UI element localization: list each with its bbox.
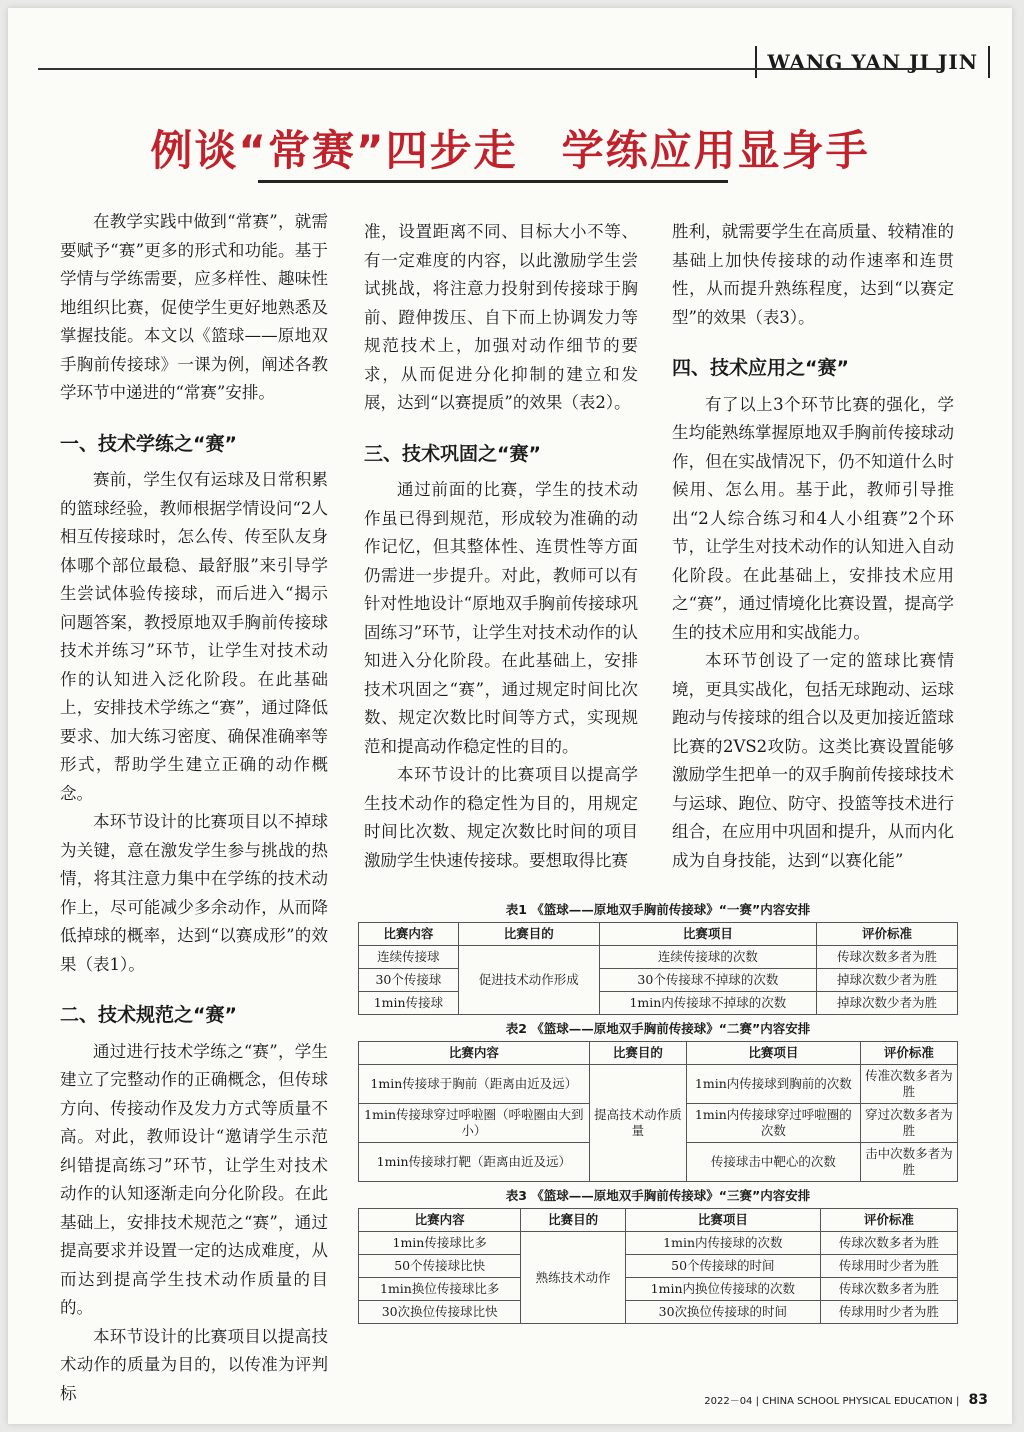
- table-2: [358, 1041, 958, 1182]
- table-cell: 30次换位传接球的时间: [625, 1301, 820, 1324]
- paragraph: 本环节创设了一定的篮球比赛情境，更具实战化，包括无球跑动、运球跑动与传接球的组合以及更加接近篮球比赛的2VS2攻防。这类比赛设置能够激励学生把单一的双手胸前传接球技术与运球、跑位、防守、投篮等技术进行组合，在应用中巩固和提升，从而内化成为自身技能，达到“以赛化能”: [672, 651, 954, 870]
- table-cell: 1min内传接球不掉球的次数: [599, 992, 816, 1015]
- table-cell: 连续传接球: [359, 946, 459, 969]
- table-cell: 1min传接球比多: [359, 1232, 521, 1255]
- table-cell: 传球次数多者为胜: [817, 946, 958, 969]
- table-cell: 传球用时少者为胜: [820, 1301, 957, 1324]
- table-cell-purpose: 促进技术动作形成: [458, 946, 599, 1015]
- page-number: 83: [968, 1392, 988, 1408]
- table-cell: 掉球次数少者为胜: [817, 969, 958, 992]
- table-header: 比赛目的: [589, 1042, 686, 1065]
- table-header: 比赛目的: [458, 923, 599, 946]
- table-header: 比赛内容: [359, 1209, 521, 1232]
- table-cell: 传准次数多者为胜: [860, 1065, 957, 1104]
- journal-page: [8, 8, 1012, 1424]
- table-cell: 穿过次数多者为胜: [860, 1104, 957, 1143]
- paragraph: 胜利，就需要学生在高质量、较精准的基础上加快传接球的动作速率和连贯性，从而提升熟练程度，达到“以赛定型”的效果（表3）。: [672, 222, 954, 327]
- table-cell: 30个传接球不掉球的次数: [599, 969, 816, 992]
- section-heading-1: 一、技术学练之“赛”: [60, 432, 237, 455]
- table-cell: 1min内换位传接球的次数: [625, 1278, 820, 1301]
- table-cell: 1min传接球打靶（距离由近及远）: [359, 1143, 590, 1182]
- table-cell: 掉球次数少者为胜: [817, 992, 958, 1015]
- table-3: [358, 1208, 958, 1324]
- table-header: 比赛内容: [359, 1042, 590, 1065]
- tables-block: [358, 896, 958, 1328]
- table-1-caption: 表1 《篮球——原地双手胸前传接球》“一赛”内容安排: [505, 902, 811, 917]
- table-cell: 1min传接球于胸前（距离由近及远）: [359, 1065, 590, 1104]
- title-underline: [258, 180, 728, 183]
- table-cell: 传球次数多者为胜: [820, 1278, 957, 1301]
- table-cell: 击中次数多者为胜: [860, 1143, 957, 1182]
- running-head: WANG YAN JI JIN: [755, 46, 990, 78]
- table-cell: 50个传接球比快: [359, 1255, 521, 1278]
- table-cell: 连续传接球的次数: [599, 946, 816, 969]
- table-2-caption: 表2 《篮球——原地双手胸前传接球》“二赛”内容安排: [505, 1021, 811, 1036]
- table-cell: 1min内传接球穿过呼啦圈的次数: [686, 1104, 860, 1143]
- article-title: 例谈“常赛”四步走 学练应用显身手: [150, 126, 870, 175]
- table-cell-purpose: 提高技术动作质量: [589, 1065, 686, 1182]
- table-cell: 30次换位传接球比快: [359, 1301, 521, 1324]
- table-cell: 1min内传接球的次数: [625, 1232, 820, 1255]
- column-3: [672, 218, 954, 875]
- paragraph: 赛前，学生仅有运球及日常积累的篮球经验，教师根据学情设问“2人相互传接球时，怎么传、传至队友身体哪个部位最稳、最舒服”来引导学生尝试体验传接球，而后进入“揭示问题答案，教授原地双手胸前传接球技术并练习”环节，让学生对技术动作的认知进入泛化阶段。在此基础上，安排技术学练之“赛”，通过降低要求、加大练习密度、确保准确率等形式，帮助学生建立正确的动作概念。: [60, 470, 328, 803]
- table-header: 比赛内容: [359, 923, 459, 946]
- table-cell: 30个传接球: [359, 969, 459, 992]
- table-header: 比赛项目: [625, 1209, 820, 1232]
- table-cell: 1min内传接球到胸前的次数: [686, 1065, 860, 1104]
- paragraph: 准，设置距离不同、目标大小不等、有一定难度的内容，以此激励学生尝试挑战，将注意力投射到传接球于胸前、蹬伸拨压、自下而上协调发力等规范技术上，加强对动作细节的要求，从而促进分化抑制的建立和发展，达到“以赛提质”的效果（表2）。: [364, 222, 638, 412]
- table-cell: 传球次数多者为胜: [820, 1232, 957, 1255]
- table-header: 比赛目的: [521, 1209, 625, 1232]
- section-heading-4: 四、技术应用之“赛”: [672, 357, 849, 379]
- section-heading-3: 三、技术巩固之“赛”: [364, 442, 541, 465]
- page-footer: [704, 1392, 988, 1408]
- section-heading-2: 二、技术规范之“赛”: [60, 1004, 237, 1026]
- table-cell: 传接球击中靶心的次数: [686, 1143, 860, 1182]
- paragraph: 通过进行技术学练之“赛”，学生建立了完整动作的正确概念，但传球方向、传接动作及发力方式等质量不高。对此，教师设计“邀请学生示范纠错提高练习”环节，让学生对技术动作的认知逐渐走向分化阶段。在此基础上，安排技术规范之“赛”，通过提高要求并设置一定的达成难度，从而达到提高学生技术动作质量的目的。: [60, 1041, 328, 1317]
- table-cell: 50个传接球的时间: [625, 1255, 820, 1278]
- table-cell: 1min传接球: [359, 992, 459, 1015]
- table-1: [358, 922, 958, 1015]
- table-3-caption: 表3 《篮球——原地双手胸前传接球》“三赛”内容安排: [505, 1188, 811, 1203]
- header-rule: [38, 68, 942, 70]
- column-1: [60, 208, 328, 1408]
- paragraph: 通过前面的比赛，学生的技术动作虽已得到规范，形成较为准确的动作记忆，但其整体性、连贯性等方面仍需进一步提升。对此，教师可以有针对性地设计“原地双手胸前传接球巩固练习”环节，让学生对技术动作的认知进入分化阶段。在此基础上，安排技术巩固之“赛”，通过规定时间比次数、规定次数比时间等方式，实现规范和提高动作稳定性的目的。: [364, 480, 638, 756]
- table-cell: 1min传接球穿过呼啦圈（呼啦圈由大到小）: [359, 1104, 590, 1143]
- table-header: 比赛项目: [686, 1042, 860, 1065]
- table-cell: 1min换位传接球比多: [359, 1278, 521, 1301]
- table-header: 评价标准: [817, 923, 958, 946]
- issue-info: 2022－04 | CHINA SCHOOL PHYSICAL EDUCATION |: [704, 1396, 960, 1407]
- table-header: 评价标准: [820, 1209, 957, 1232]
- table-cell: 传球用时少者为胜: [820, 1255, 957, 1278]
- paragraph: 本环节设计的比赛项目以不掉球为关键，意在激发学生参与挑战的热情，将其注意力集中在学练的技术动作上，尽可能减少多余动作，从而降低掉球的概率，达到“以赛成形”的效果（表1）。: [60, 812, 328, 974]
- table-header: 比赛项目: [599, 923, 816, 946]
- paragraph: 有了以上3个环节比赛的强化，学生均能熟练掌握原地双手胸前传接球动作，但在实战情况下，仍不知道什么时候用、怎么用。基于此，教师引导推出“2人综合练习和4人小组赛”2个环节，让学生对技术动作的认知进入自动化阶段。在此基础上，安排技术应用之“赛”，通过情境化比赛设置，提高学生的技术应用和实战能力。: [672, 394, 954, 642]
- paragraph: 本环节设计的比赛项目以提高技术动作的质量为目的，以传准为评判标: [60, 1326, 328, 1403]
- column-2: [364, 218, 638, 875]
- paragraph: 本环节设计的比赛项目以提高学生技术动作的稳定性为目的，用规定时间比次数、规定次数比时间的项目激励学生快速传接球。要想取得比赛: [364, 765, 638, 870]
- intro-paragraph: 在教学实践中做到“常赛”，就需要赋予“赛”更多的形式和功能。基于学情与学练需要，应多样性、趣味性地组织比赛，促使学生更好地熟悉及掌握技能。本文以《篮球——原地双手胸前传接球》一课为例，阐述各教学环节中递进的“常赛”安排。: [60, 212, 328, 402]
- table-cell-purpose: 熟练技术动作: [521, 1232, 625, 1324]
- table-header: 评价标准: [860, 1042, 957, 1065]
